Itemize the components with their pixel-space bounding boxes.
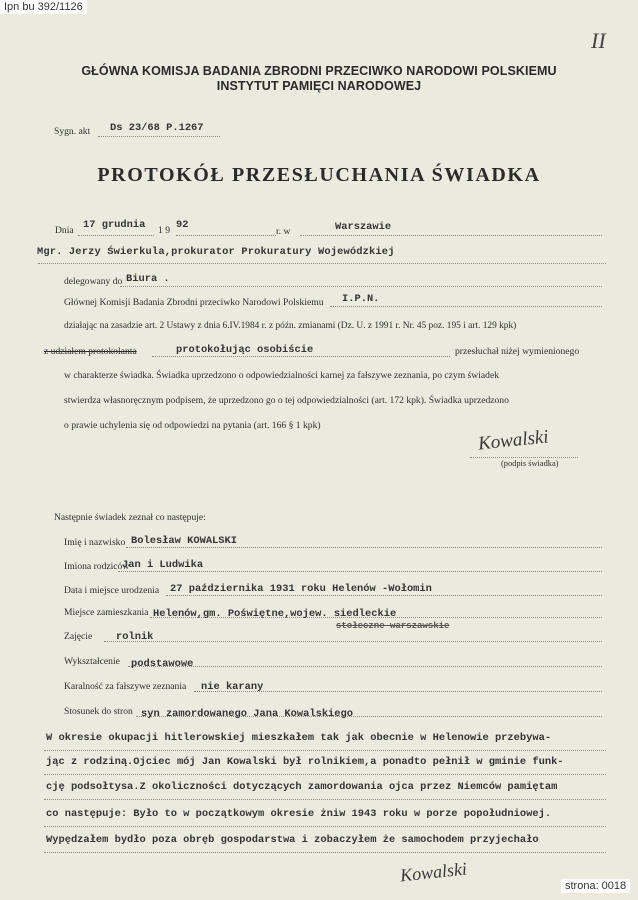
name-label: Imię i nazwisko <box>64 537 126 548</box>
sygn-value: Ds 23/68 P.1267 <box>110 122 204 134</box>
commission-label: Głównej Komisji Badania Zbrodni przeciwko Narodowi Polskiemu <box>64 297 324 308</box>
occupation-value: rolnik <box>116 631 154 643</box>
relation-label: Stosunek do stron <box>64 706 133 717</box>
name-value: Bolesław KOWALSKI <box>131 535 238 547</box>
testimony-line-2: jąc z rodziną.Ojciec mój Jan Kowalski był rolnikiem,a ponadto pełnił w gminie funk- <box>46 756 564 768</box>
date-value: 17 grudnia <box>83 219 146 231</box>
document-title: PROTOKÓŁ PRZESŁUCHANIA ŚWIADKA <box>97 164 541 186</box>
archive-reference: Ipn bu 392/1126 <box>0 0 87 14</box>
protocol-value: protokołując osobiście <box>176 344 314 356</box>
institution-line-2: INSTYTUT PAMIĘCI NARODOWEJ <box>216 79 422 93</box>
education-value: podstawowe <box>131 658 194 670</box>
prosecutor-value: Mgr. Jerzy Świerkula,prokurator Prokuratury Wojewódzkiej <box>37 246 395 258</box>
witness-signature: Kowalski <box>477 426 550 455</box>
birth-label: Data i miejsce urodzenia <box>64 585 160 596</box>
occupation-label: Zajęcie <box>64 631 93 642</box>
testimony-intro-label: Następnie świadek zeznał co następuje: <box>54 512 206 523</box>
criminal-record-value: nie karany <box>201 681 264 693</box>
delegated-value: Biura . <box>126 273 170 285</box>
testimony-line-3: cję podsołtysa.Z okoliczności dotyczących zamordowania ojca przez Niemców pamiętam <box>46 781 558 793</box>
protocol-struck-text: z udziałem protokolanta <box>44 346 137 357</box>
birth-value: 27 października 1931 roku Helenów -Wołomin <box>170 583 432 595</box>
parents-label: Imiona rodziców <box>64 561 130 572</box>
warning-paragraph-line-3: o prawie uchylenia się od odpowiedzi na pytania (art. 166 § 1 kpk) <box>64 420 321 431</box>
legal-basis: działając na zasadzie art. 2 Ustawy z dnia 6.IV.1984 r. z późn. zmianami (Dz. U. z 1991 r. Nr. 45 poz. 195 i art. 129 kpk) <box>64 321 517 331</box>
criminal-record-label: Karalność za fałszywe zeznania <box>64 681 187 692</box>
footer-signature: Kowalski <box>399 858 468 886</box>
relation-value: syn zamordowanego Jana Kowalskiego <box>141 708 354 720</box>
year-prefix: 1 9 <box>158 225 170 236</box>
place-value: Warszawie <box>335 221 392 233</box>
residence-value: Helenów,gm. Poświętne,wojew. siedleckie <box>153 608 397 620</box>
delegated-label: delegowany do <box>64 276 123 287</box>
institution-line-1: GŁÓWNA KOMISJA BADANIA ZBRODNI PRZECIWKO NARODOWI POLSKIEMU <box>81 64 557 78</box>
corner-handwritten-mark: II <box>591 28 606 53</box>
commission-value: I.P.N. <box>342 293 380 305</box>
warning-paragraph-line-1: w charakterze świadka. Świadka uprzedzono o odpowiedzialności karnej za fałszywe zeznania, po czym świadek <box>64 370 499 381</box>
page-number: strona: 0018 <box>561 879 630 893</box>
testimony-line-5: Wypędzałem bydło poza obręb gospodarstwa i zobaczyłem że samochodem przyjechało <box>46 834 539 846</box>
sygn-label: Sygn. akt <box>54 126 91 137</box>
year-value: 92 <box>176 219 189 231</box>
rw-label: r. w <box>276 226 291 237</box>
testimony-line-1: W okresie okupacji hitlerowskiej mieszkałem tak jak obecnie w Helenowie przebywa- <box>46 732 552 744</box>
heard-label: przesłuchał niżej wymienionego <box>455 346 580 357</box>
signature-caption: (podpis świadka) <box>501 459 559 468</box>
warning-paragraph-line-2: stwierdza własnoręcznym podpisem, że uprzedzono go o tej odpowiedzialności (art. 172 kpk). Świadka uprzedzono <box>64 395 509 406</box>
education-label: Wykształcenie <box>64 656 120 667</box>
parents-value: Jan i Ludwika <box>122 559 204 571</box>
residence-label: Miejsce zamieszkania <box>64 607 149 618</box>
testimony-line-4: co następuje: Było to w początkowym okresie żniw 1943 roku w porze popołudniowej. <box>46 808 552 820</box>
residence-struck-text: stołeczne warszawskie <box>336 621 450 631</box>
dnia-label: Dnia <box>55 225 74 236</box>
